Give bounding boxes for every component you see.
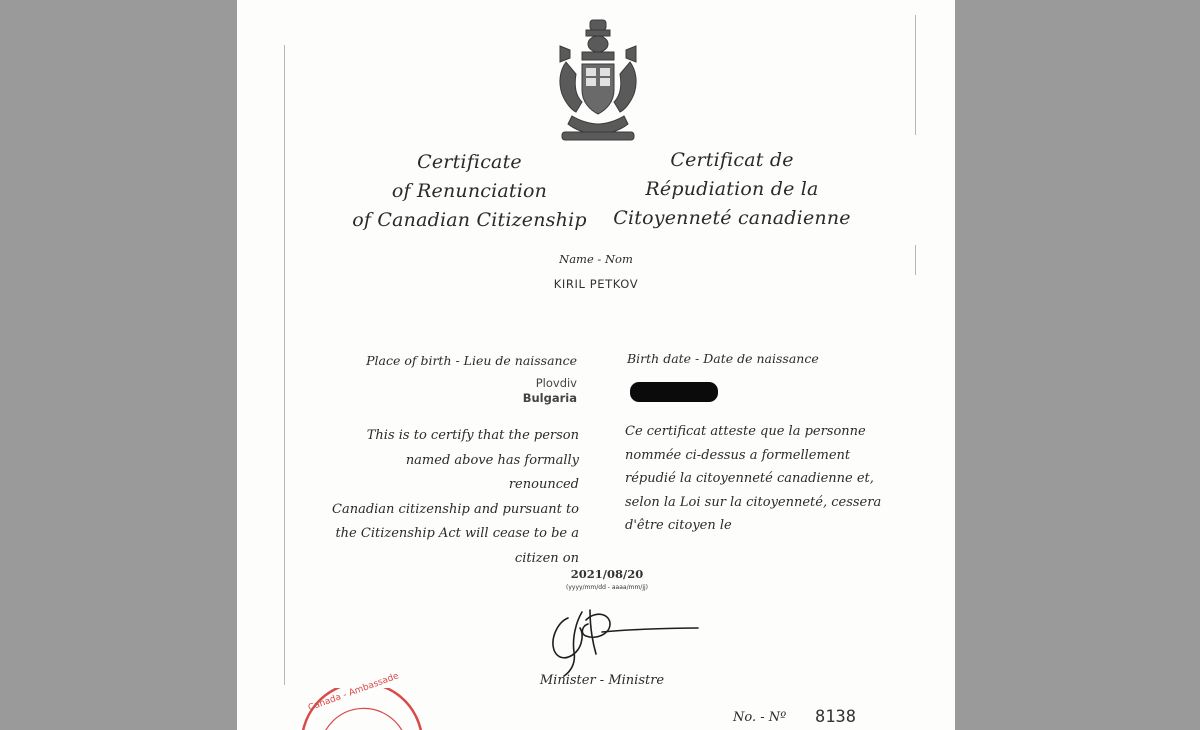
cessation-date: 2021/08/20 xyxy=(570,567,644,581)
certificate-number: 8138 xyxy=(815,707,856,727)
scan-line-left xyxy=(284,45,285,685)
place-of-birth-city: Plovdiv xyxy=(535,376,577,390)
body-en-line: This is to certify that the person xyxy=(366,428,579,443)
embassy-stamp-text: Canada - Ambassade xyxy=(307,671,401,714)
body-fr-line: nommée ci-dessus a formellement xyxy=(625,447,851,463)
body-text-french xyxy=(625,420,895,538)
body-fr-line: selon la Loi sur la citoyenneté, cessera xyxy=(625,494,882,510)
body-text-english xyxy=(332,424,579,571)
body-en-line: Canadian citizenship and pursuant to xyxy=(332,501,580,517)
scan-line-right-top xyxy=(915,15,916,135)
body-en-line: citizen on xyxy=(514,550,579,566)
title-french xyxy=(612,146,852,233)
name-value: KIRIL PETKOV xyxy=(553,277,639,291)
place-of-birth-value xyxy=(477,376,577,406)
body-en-line: the Citizenship Act will cease to be a xyxy=(335,526,579,541)
place-of-birth-label: Place of birth - Lieu de naissance xyxy=(366,353,577,368)
body-en-line: named above has formally renounced xyxy=(405,452,579,492)
certificate-number-label: No. - Nº xyxy=(733,710,787,725)
body-fr-line: Ce certificat atteste que la personne xyxy=(625,424,866,439)
place-of-birth-country: Bulgaria xyxy=(522,391,577,405)
name-label: Name - Nom xyxy=(559,252,633,266)
body-fr-line: d'être citoyen le xyxy=(625,518,732,533)
minister-label: Minister - Ministre xyxy=(539,673,665,688)
body-fr-line: répudié la citoyenneté canadienne et, xyxy=(625,471,874,486)
minister-signature xyxy=(542,598,702,678)
title-en-line-1: Certificate xyxy=(417,151,522,173)
title-fr-line-1: Certificat de xyxy=(670,149,794,171)
birth-date-redaction xyxy=(630,382,718,402)
coat-of-arms-icon xyxy=(552,16,644,146)
certificate-page xyxy=(237,0,955,730)
birth-date-label: Birth date - Date de naissance xyxy=(627,351,819,366)
title-en-line-2: of Renunciation xyxy=(391,180,548,202)
title-fr-line-3: Citoyenneté canadienne xyxy=(613,207,851,229)
title-english xyxy=(347,148,592,235)
title-en-line-3: of Canadian Citizenship xyxy=(352,209,587,231)
date-format-hint: (yyyy/mm/dd - aaaa/mm/jj) xyxy=(566,584,648,591)
title-fr-line-2: Répudiation de la xyxy=(645,178,819,200)
